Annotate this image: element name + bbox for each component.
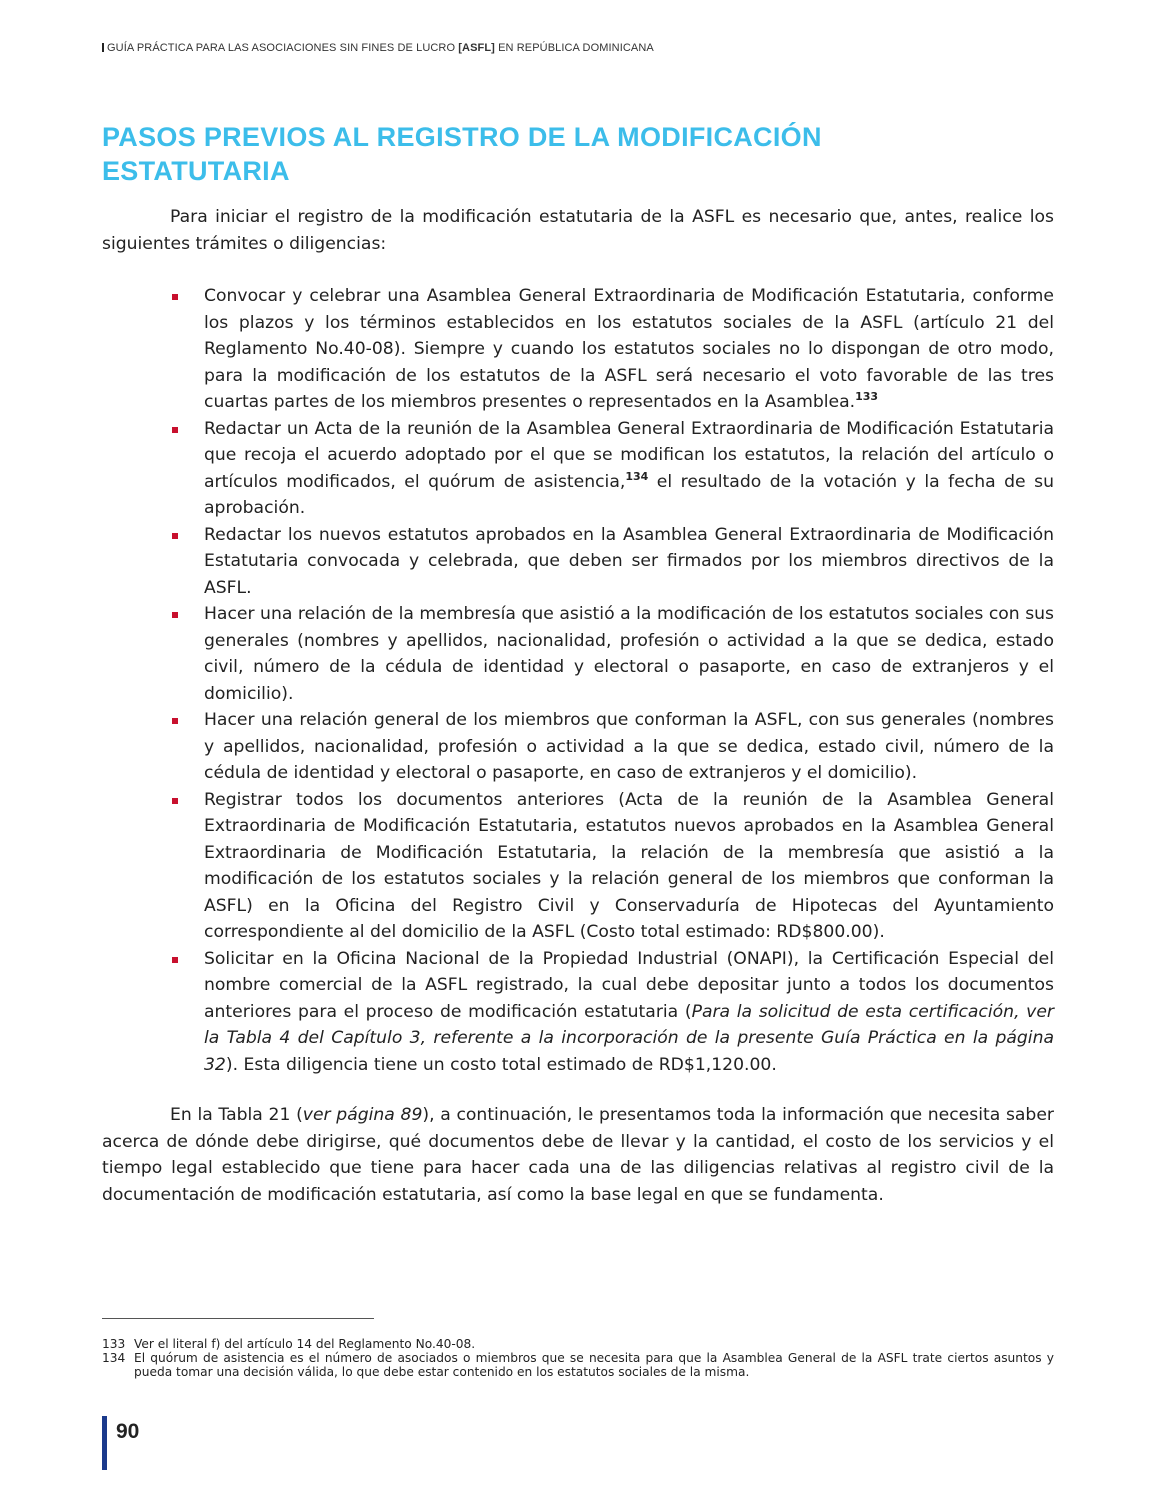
list-item-italic-text: Para la solicitud de esta certificación, ver la Tabla 4 del Capítulo 3, referente a la incorporación de la presente Guía Práctica en la página 32 bbox=[204, 1001, 1054, 1075]
bullet-square-icon bbox=[172, 427, 178, 433]
closing-text: ), a continuación, le presentamos toda la información que necesita saber acerca de dónde debe dirigirse, qué documentos debe de llevar y la cantidad, el costo de los servicios y el tiempo legal establecido que tiene para hacer cada una de las diligencias relativas al registro civil de la documentación de modificación estatutaria, así como la base legal en que se fundamenta. bbox=[102, 1105, 1054, 1205]
bullet-square-icon bbox=[172, 533, 178, 539]
list-item bbox=[204, 946, 1054, 1079]
list-item bbox=[204, 416, 1054, 522]
footnote-133 bbox=[102, 1337, 1054, 1351]
list-item bbox=[204, 707, 1054, 787]
footnote-divider bbox=[102, 1318, 374, 1319]
header-text-prefix: GUÍA PRÁCTICA PARA LAS ASOCIACIONES SIN FINES DE LUCRO bbox=[107, 42, 459, 54]
list-item-text: Hacer una relación de la membresía que asistió a la modificación de los estatutos sociales con sus generales (nombres y apellidos, nacionalidad, profesión o actividad a la que se dedica, estado civil, número de la cédula de identidad y electoral o pasaporte, en caso de extranjeros y el domicilio). bbox=[204, 604, 1054, 704]
bullet-square-icon bbox=[172, 612, 178, 618]
list-item bbox=[204, 522, 1054, 602]
page-number-bar bbox=[102, 1416, 107, 1470]
list-item bbox=[204, 787, 1054, 946]
bullet-square-icon bbox=[172, 798, 178, 804]
intro-paragraph: Para iniciar el registro de la modificación estatutaria de la ASFL es necesario que, antes, realice los siguientes trámites o diligencias: bbox=[102, 207, 1054, 254]
footnote-ref[interactable]: 134 bbox=[625, 469, 649, 483]
bullet-square-icon bbox=[172, 718, 178, 724]
footnotes bbox=[102, 1337, 1054, 1379]
main-content bbox=[102, 204, 1054, 1208]
list-item-text: Hacer una relación general de los miembros que conforman la ASFL, con sus generales (nombres y apellidos, nacionalidad, profesión o actividad a la que se dedica, estado civil, número de la cédula de identidad y electoral o pasaporte, en caso de extranjeros y el domicilio). bbox=[204, 710, 1054, 783]
list-item-text: Solicitar en la Oficina Nacional de la Propiedad Industrial (ONAPI), la Certificación Especial del nombre comercial de la ASFL registrado, la cual debe depositar junto a todos los documentos anteriores para el proceso de modificación estatutaria ( bbox=[204, 948, 1054, 1022]
footnote-ref[interactable]: 133 bbox=[855, 390, 879, 403]
footnote-text: El quórum de asistencia es el número de asociados o miembros que se necesita para que la Asamblea General de la ASFL trate ciertos asuntos y pueda tomar una decisión válida, lo que debe estar contenido en los estatutos sociales de la misma. bbox=[134, 1351, 1054, 1379]
bullet-list bbox=[102, 283, 1054, 1078]
list-item-text: el resultado de la votación y la fecha de su aprobación. bbox=[204, 471, 1054, 518]
header-bar bbox=[102, 43, 104, 52]
running-header bbox=[102, 42, 1062, 54]
footnote-number: 133 bbox=[102, 1337, 126, 1351]
list-item bbox=[204, 283, 1054, 416]
list-item bbox=[204, 601, 1054, 707]
footnote-number: 134 bbox=[102, 1351, 126, 1365]
list-item-text: Convocar y celebrar una Asamblea General Extraordinaria de Modificación Estatutaria, conforme los plazos y los términos establecidos en los estatutos sociales de la ASFL (artículo 21 del Reglamento No.40-08). Siempre y cuando los estatutos sociales no lo dispongan de otro modo, para la modificación de los estatutos de la ASFL será necesario el voto favorable de las tres cuartas partes de los miembros presentes o representados en la Asamblea. bbox=[204, 286, 1054, 412]
closing-text: En la Tabla 21 ( bbox=[170, 1105, 303, 1125]
page-number: 90 bbox=[116, 1420, 140, 1443]
list-item-text: Redactar un Acta de la reunión de la Asamblea General Extraordinaria de Modificación Estatutaria que recoja el acuerdo adoptado por el que se modifican los estatutos, la relación del artículo o artículos modificados, el quórum de asistencia, bbox=[204, 418, 1054, 492]
page-title: PASOS PREVIOS AL REGISTRO DE LA MODIFICACIÓN ESTATUTARIA bbox=[102, 122, 822, 186]
bullet-square-icon bbox=[172, 294, 178, 300]
list-item-text: Redactar los nuevos estatutos aprobados en la Asamblea General Extraordinaria de Modificación Estatutaria convocada y celebrada, que deben ser firmados por los miembros directivos de la ASFL. bbox=[204, 524, 1054, 598]
header-text-bold: [ASFL] bbox=[458, 42, 495, 54]
closing-italic-text: ver página 89 bbox=[302, 1105, 423, 1125]
bullet-square-icon bbox=[172, 957, 178, 963]
footnote-134 bbox=[102, 1351, 1054, 1379]
list-item-text: ). Esta diligencia tiene un costo total estimado de RD$1,120.00. bbox=[225, 1054, 777, 1075]
footnote-text: Ver el literal f) del artículo 14 del Reglamento No.40-08. bbox=[134, 1337, 476, 1351]
closing-paragraph bbox=[102, 1102, 1054, 1208]
list-item-text: Registrar todos los documentos anteriores (Acta de la reunión de la Asamblea General Extraordinaria de Modificación Estatutaria, estatutos nuevos aprobados en la Asamblea General Extraordinaria de Modificación Estatutaria, la relación de la membresía que asistió a la modificación de los estatutos sociales y la relación general de los miembros que conforman la ASFL) en la Oficina del Registro Civil y Conservaduría de Hipotecas del Ayuntamiento correspondiente al del domicilio de la ASFL (Costo total estimado: RD$800.00). bbox=[204, 789, 1054, 942]
header-text-suffix: EN REPÚBLICA DOMINICANA bbox=[494, 42, 654, 54]
